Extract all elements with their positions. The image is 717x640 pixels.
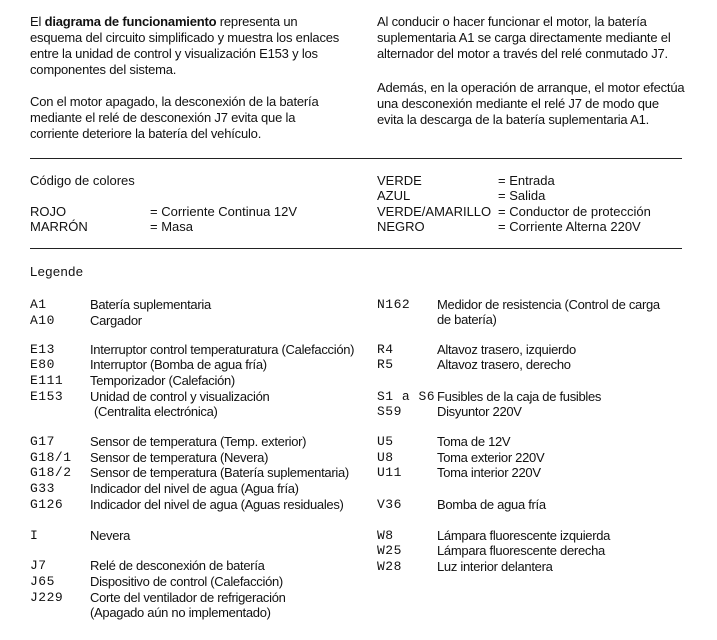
intro-right-paragraph-2: Además, en la operación de arranque, el motor efectúa una desconexión mediante el relé J7 de modo que evita la descarga de la batería suplementaria A1. <box>377 80 685 127</box>
color-code-meaning: = Conductor de protección <box>498 204 651 219</box>
legend-desc: Medidor de resistencia (Control de carga <box>437 297 660 312</box>
legend-desc-continued: de batería) <box>437 312 497 327</box>
legend-desc: Sensor de temperatura (Batería suplementaria) <box>90 465 349 480</box>
legend-desc: Nevera <box>90 528 131 543</box>
legend-code: G33 <box>30 481 55 496</box>
legend-code: A1 <box>30 297 47 312</box>
legend-desc: Disyuntor 220V <box>437 404 522 419</box>
legend-desc: Corte del ventilador de refrigeración <box>90 590 286 605</box>
legend-code: G126 <box>30 497 64 512</box>
intro-text: representa un esquema del circuito simplificado y muestra los enlaces entre la unidad de control y visualización E153 y los componentes del sistema. <box>30 14 340 77</box>
legend-desc: Interruptor control temperaturatura (Calefacción) <box>90 342 355 357</box>
color-name: VERDE/AMARILLO <box>377 204 492 219</box>
color-name: MARRÓN <box>30 219 88 234</box>
color-code-meaning: = Corriente Continua 12V <box>150 204 298 219</box>
legend-code: V36 <box>377 497 402 512</box>
legend-code: E153 <box>30 389 64 404</box>
legend-desc: Altavoz trasero, derecho <box>437 357 571 372</box>
legend-code: S1 a S6 <box>377 389 436 404</box>
legend-desc: Sensor de temperatura (Temp. exterior) <box>90 434 307 449</box>
color-codes-heading: Código de colores <box>30 173 135 188</box>
legend-desc: Interruptor (Bomba de agua fría) <box>90 357 267 372</box>
legend-code: W28 <box>377 559 402 574</box>
legend-code: J65 <box>30 574 55 589</box>
legend-code: U11 <box>377 465 402 480</box>
legend-desc: Toma de 12V <box>437 434 511 449</box>
legend-desc: Lámpara fluorescente derecha <box>437 543 605 558</box>
legend-code: G18/2 <box>30 465 72 480</box>
color-code-meaning: = Masa <box>150 219 193 234</box>
legend-desc: Toma interior 220V <box>437 465 541 480</box>
intro-text: El <box>30 14 45 29</box>
legend-desc: Unidad de control y visualización <box>90 389 270 404</box>
intro-right-paragraph-1: Al conducir o hacer funcionar el motor, la batería suplementaria A1 se carga directamente mediante el alternador del motor a través del relé conmutado J7. <box>377 14 671 61</box>
intro-left-paragraph-2: Con el motor apagado, la desconexión de la batería mediante el relé de desconexión J7 evita que la corriente deteriore la batería del vehículo. <box>30 94 319 141</box>
divider <box>30 248 682 249</box>
legend-code: A10 <box>30 313 55 328</box>
intro-left-paragraph-1 <box>30 14 340 78</box>
legend-code: U5 <box>377 434 394 449</box>
legend-code: W25 <box>377 543 402 558</box>
legend-desc: Lámpara fluorescente izquierda <box>437 528 611 543</box>
legend-desc-continued: (Centralita electrónica) <box>94 404 218 419</box>
legend-code: G18/1 <box>30 450 72 465</box>
legend-code: E80 <box>30 357 55 372</box>
legend-desc: Indicador del nivel de agua (Aguas residuales) <box>90 497 344 512</box>
color-name: ROJO <box>30 204 67 219</box>
legend-code: S59 <box>377 404 402 419</box>
legend-code: I <box>30 528 39 543</box>
color-name: AZUL <box>377 188 411 203</box>
color-name: NEGRO <box>377 219 425 234</box>
legend-desc: Cargador <box>90 313 142 328</box>
color-code-meaning: = Salida <box>498 188 546 203</box>
intro-bold-term: diagrama de funcionamiento <box>44 14 217 29</box>
legend-desc: Indicador del nivel de agua (Agua fría) <box>90 481 299 496</box>
legend-desc: Batería suplementaria <box>90 297 211 312</box>
legend-desc: Relé de desconexión de batería <box>90 558 265 573</box>
legend-desc-continued: (Apagado aún no implementado) <box>90 605 271 620</box>
legend-desc: Sensor de temperatura (Nevera) <box>90 450 269 465</box>
legend-code: N162 <box>377 297 411 312</box>
color-code-meaning: = Entrada <box>498 173 555 188</box>
color-code-row <box>30 204 66 220</box>
divider <box>30 158 682 159</box>
legend-code: E13 <box>30 342 55 357</box>
legend-desc: Luz interior delantera <box>437 559 553 574</box>
legend-code: E111 <box>30 373 64 388</box>
legend-desc: Bomba de agua fría <box>437 497 546 512</box>
color-code-meaning: = Corriente Alterna 220V <box>498 219 641 234</box>
color-name: VERDE <box>377 173 422 188</box>
legend-code: J229 <box>30 590 64 605</box>
legend-desc: Temporizador (Calefación) <box>90 373 235 388</box>
legend-code: W8 <box>377 528 394 543</box>
legend-code: J7 <box>30 558 47 573</box>
legend-heading: Legende <box>30 264 84 279</box>
legend-desc: Altavoz trasero, izquierdo <box>437 342 576 357</box>
color-code-row <box>30 219 88 235</box>
legend-code: G17 <box>30 434 55 449</box>
legend-desc: Fusibles de la caja de fusibles <box>437 389 602 404</box>
legend-code: R4 <box>377 342 394 357</box>
legend-desc: Dispositivo de control (Calefacción) <box>90 574 283 589</box>
legend-code: R5 <box>377 357 394 372</box>
legend-code: U8 <box>377 450 394 465</box>
legend-desc: Toma exterior 220V <box>437 450 545 465</box>
